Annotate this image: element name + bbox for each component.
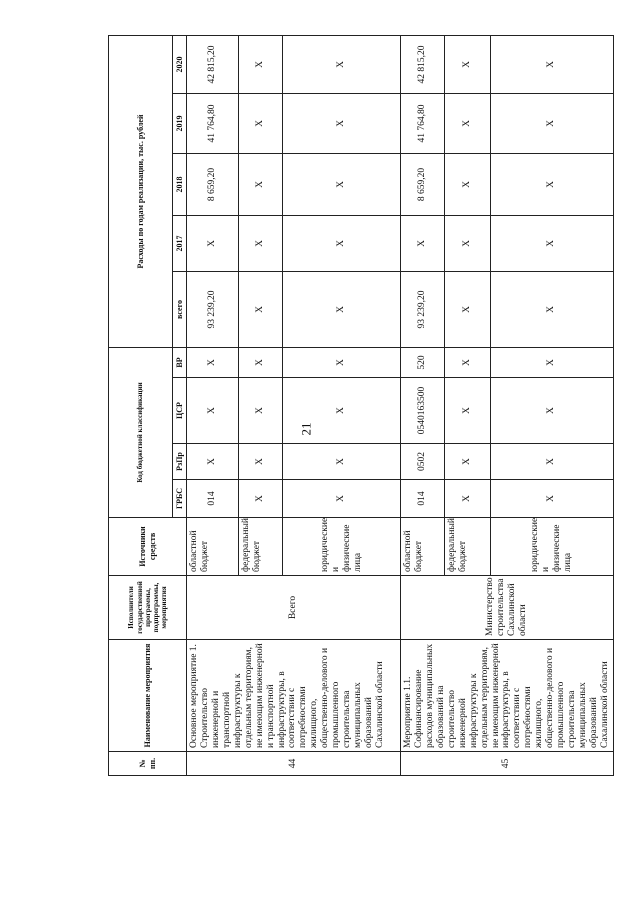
activity-name: Основное мероприятие 1. Строительство инженерной и транспортной инфраструктуры к отдельным территориям, не имеющим инженерной и транспортной инфраструктуры, в соответствии с потребностями жилищного, общественно-делового и промышленного строительства муниципальных образований Сахалинской области bbox=[187, 640, 401, 752]
row-number: 45 bbox=[401, 752, 614, 776]
header-grbs: ГРБС bbox=[173, 480, 187, 518]
y2019: X bbox=[445, 93, 491, 153]
header-2018: 2018 bbox=[173, 153, 187, 215]
y2018: X bbox=[283, 153, 401, 215]
rzpr: X bbox=[187, 444, 239, 480]
y2018: 8 659,20 bbox=[187, 153, 239, 215]
total: 93 239,20 bbox=[401, 271, 445, 347]
grbs: X bbox=[491, 480, 614, 518]
executor: Всего bbox=[187, 576, 401, 640]
csr: X bbox=[445, 378, 491, 444]
header-source: Источники средств bbox=[109, 518, 187, 576]
header-2017: 2017 bbox=[173, 215, 187, 271]
source: юридические и физические лица bbox=[491, 518, 614, 576]
csr: X bbox=[491, 378, 614, 444]
y2020: X bbox=[491, 35, 614, 93]
header-csr: ЦСР bbox=[173, 378, 187, 444]
y2018: X bbox=[491, 153, 614, 215]
total: X bbox=[445, 271, 491, 347]
grbs: X bbox=[445, 480, 491, 518]
y2020: 42 815,20 bbox=[401, 35, 445, 93]
y2019: 41 764,80 bbox=[401, 93, 445, 153]
csr: 0540163500 bbox=[401, 378, 445, 444]
source: юридические и физические лица bbox=[283, 518, 401, 576]
y2019: 41 764,80 bbox=[187, 93, 239, 153]
vr: X bbox=[491, 347, 614, 377]
vr: X bbox=[239, 347, 283, 377]
vr: 520 bbox=[401, 347, 445, 377]
header-name: Наименование мероприятия bbox=[109, 640, 187, 752]
header-budget-code: Код бюджетной классификации bbox=[109, 347, 173, 517]
header-executor: Исполнители государственной программы, подпрограммы, мероприятия bbox=[109, 576, 187, 640]
rzpr: X bbox=[239, 444, 283, 480]
y2018: X bbox=[445, 153, 491, 215]
rzpr: 0502 bbox=[401, 444, 445, 480]
total: X bbox=[239, 271, 283, 347]
rotated-table-canvas bbox=[108, 36, 610, 776]
y2017: X bbox=[283, 215, 401, 271]
rzpr: X bbox=[445, 444, 491, 480]
y2017: X bbox=[491, 215, 614, 271]
header-2019: 2019 bbox=[173, 93, 187, 153]
grbs: 014 bbox=[187, 480, 239, 518]
csr: X bbox=[283, 378, 401, 444]
source: областной бюджет bbox=[187, 518, 239, 576]
y2017: X bbox=[445, 215, 491, 271]
page-number: 21 bbox=[298, 422, 314, 436]
table-row bbox=[187, 35, 239, 775]
expenses-table bbox=[108, 35, 614, 776]
y2020: 42 815,20 bbox=[187, 35, 239, 93]
y2019: X bbox=[283, 93, 401, 153]
grbs: X bbox=[283, 480, 401, 518]
header-num: № пп. bbox=[109, 752, 187, 776]
rzpr: X bbox=[283, 444, 401, 480]
vr: X bbox=[445, 347, 491, 377]
csr: X bbox=[187, 378, 239, 444]
y2018: X bbox=[239, 153, 283, 215]
source: областной бюджет bbox=[401, 518, 445, 576]
y2020: X bbox=[445, 35, 491, 93]
header-rzpr: РзПр bbox=[173, 444, 187, 480]
y2017: X bbox=[401, 215, 445, 271]
y2017: X bbox=[239, 215, 283, 271]
vr: X bbox=[187, 347, 239, 377]
source: федеральный бюджет bbox=[445, 518, 491, 576]
total: 93 239,20 bbox=[187, 271, 239, 347]
activity-name: Мероприятие 1.1. Софинансирование расходов муниципальных образований на строительство инженерной инфраструктуры к отдельным территориям, не имеющим инженерной инфраструктуры, в соответствии с потребностями жилищного, общественно-делового и промышленного строительства муниципальных образований Сахалинской области bbox=[401, 640, 614, 752]
source: федеральный бюджет bbox=[239, 518, 283, 576]
grbs: 014 bbox=[401, 480, 445, 518]
header-vr: ВР bbox=[173, 347, 187, 377]
y2019: X bbox=[491, 93, 614, 153]
grbs: X bbox=[239, 480, 283, 518]
y2019: X bbox=[239, 93, 283, 153]
total: X bbox=[491, 271, 614, 347]
y2018: 8 659,20 bbox=[401, 153, 445, 215]
csr: X bbox=[239, 378, 283, 444]
executor: Министерство строительства Сахалинской области bbox=[401, 576, 614, 640]
y2017: X bbox=[187, 215, 239, 271]
vr: X bbox=[283, 347, 401, 377]
header-total: всего bbox=[173, 271, 187, 347]
total: X bbox=[283, 271, 401, 347]
y2020: X bbox=[239, 35, 283, 93]
header-expenses: Расходы по годам реализации, тыс. рублей bbox=[109, 35, 173, 347]
header-2020: 2020 bbox=[173, 35, 187, 93]
row-number: 44 bbox=[187, 752, 401, 776]
y2020: X bbox=[283, 35, 401, 93]
rzpr: X bbox=[491, 444, 614, 480]
table-row bbox=[401, 35, 445, 775]
